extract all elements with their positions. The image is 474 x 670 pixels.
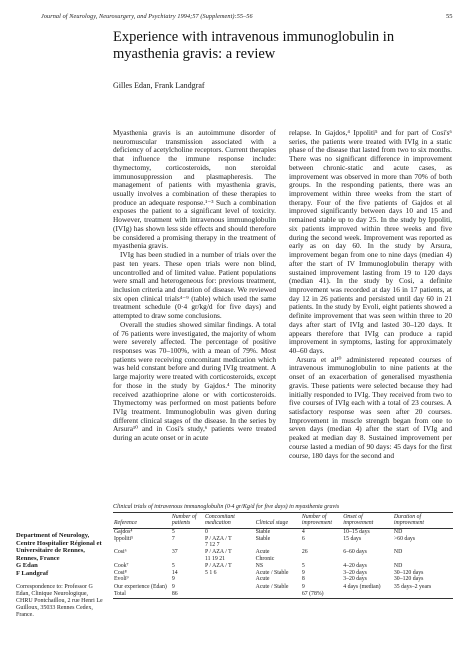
article-title: Experience with intravenous immunoglobulin in myasthenia gravis: a review [113, 29, 395, 62]
table-cell: 4–20 days 3–20 days 3–20 days [343, 563, 367, 583]
table-cell: Acute Chronic [255, 549, 275, 563]
table-cell: P / AZA / T 11 19 21 [204, 549, 232, 563]
table-cell [393, 591, 453, 599]
table-cell: Cook⁷ Cosi⁸ Evoli⁹ [114, 563, 129, 583]
table-cell: 37 [171, 549, 178, 556]
author-name: F Landgraf [16, 569, 49, 577]
table-cell [204, 591, 255, 599]
table-row [113, 591, 453, 599]
table-cell: Stable Stable [255, 529, 271, 542]
table-cell [204, 583, 255, 590]
correspondence: Correspondence to: Professor G Edan, Clinique Neurologique, CHRU Pontchaillou, 2 rue Henri Le Guilloux, 35033 Rennes Cedex, France. [16, 583, 103, 618]
col-header: Number of improvement [301, 513, 342, 529]
author-name: G Edan [16, 562, 38, 570]
paragraph: Overall the studies showed similar findings. A total of 76 patients were investigated, the majority of whom were severely affected. The percentage of positive responses was 70–100%, with a mean of 79%. Most patients were receiving concomitant medication which was held constant before and during IVIg treatment. A large majority were treated with corticosteroids, except for those in the study by Gajdos.⁴ The minority received azathioprine alone or with corticosteroids. Thymectomy was performed on most patients before IVIg treatment. Immunoglobulin was given during different clinical stages of the disease. In the series by Arsura¹⁰ and in Cosi's study,⁶ patients were treated during an acute onset or in acute [113, 319, 276, 443]
table-row [113, 563, 453, 583]
table-cell: Our experience (Edan) [114, 583, 167, 590]
table-row [113, 528, 453, 549]
author-affiliation [16, 532, 106, 619]
table-cell: 5 9 8 [301, 563, 305, 583]
table-cell: 4 6 [301, 529, 305, 542]
table-row [113, 583, 453, 590]
department: Department of Neurology, Centre Hospitalier Régional et Universitaire de Rennes, Rennes, France [16, 532, 102, 562]
table-cell: ND [393, 549, 403, 556]
table-cell: P / AZA / T 5 1 6 [204, 563, 232, 576]
col-header: Concomitant medication [204, 513, 255, 529]
table-cell: 0 P / AZA / T 7 12 7 [204, 529, 232, 549]
table-cell: NS Acute / Stable Acute [255, 563, 289, 583]
table-cell: 4 days (median) [343, 583, 381, 590]
table-cell: 86 [171, 591, 204, 599]
table-row [113, 549, 453, 563]
page-number: 55 [446, 13, 453, 20]
col-header: Reference [113, 513, 171, 529]
table-cell: Cosi⁶ [114, 549, 127, 556]
table-cell: Acute / Stable [255, 583, 289, 590]
article-authors: Gilles Edan, Frank Landgraf [113, 81, 205, 90]
col-header: Number of patients [171, 513, 204, 529]
table-cell: 9 [301, 583, 305, 590]
table-cell: 67 (78%) [301, 591, 342, 599]
table-cell [255, 591, 301, 599]
table-cell: Gajdos⁴ Ippoliti⁵ [114, 529, 134, 542]
col-header: Onset of improvement [342, 513, 393, 529]
right-column [289, 129, 452, 460]
table-cell: ND 30–120 days 30–120 days [393, 563, 424, 583]
table-cell: Total [113, 591, 171, 599]
table-caption: Clinical trials of intravenous immunoglobulin (0·4 gr/Kg/d for five days) in myasthenia gravis [113, 504, 340, 510]
clinical-trials-table [113, 504, 453, 599]
table-cell: 5 7 [171, 529, 175, 542]
paragraph: Myasthenia gravis is an autoimmune disorder of neuromuscular transmission associated with a deficiency of acetylcholine receptors. Current therapies that influence the immune response include: thymectomy, corticosteroids, non steroidal immunosuppression and plasmapheresis. The management of patients with myasthenia gravis, usually involves a combination of these therapies to produce an adequate response.¹⁻³ Such a combination exposes the patient to a significant level of toxicity. However, treatment with intravenous immunoglobulin (IVIg) has shown less side effects and should therefore be considered a promising therapy in the treatment of myasthenia gravis. [113, 128, 276, 251]
table-header-row [113, 513, 453, 529]
col-header: Clinical stage [255, 513, 301, 529]
table-cell: 10–15 days 15 days [343, 529, 370, 542]
left-column [113, 129, 276, 443]
table-cell: ND >60 days [393, 529, 416, 542]
paragraph: relapse. In Gajdos,⁴ Ippoliti⁵ and for part of Cosi's⁶ series, the patients were treated with IVIg in a static phase of the disease that lasted from two to six months. There was no significant difference in improvement between chronic-static and acute cases, as improvement was observed in more than 70% of both groups. In the responding patients, there was an improvement within three weeks from the start of therapy. Four of the five patients of Gajdos et al improved significantly between days 10 and 15 and remained stable up to day 25. In the study by Ippoliti, six patients improved within three weeks and five during the second week. Improvement was reported as early as on day 60. In the study by Arsura, improvement began from one to nine days (median 4) after the start of IV Immunoglobulin therapy with sustained improvement lasting from 19 to 120 days (median 41). In the study by Cosi, a definite improvement was recorded at day 16 in 17 patients, at day 12 in 26 patients and persisted until day 60 in 21 patients. In the study by Evoli, eight patients showed a definite improvement that was seen within three to 20 days after start of IVIg and lasted 30–120 days. It appears therefore that IVIg can produce a rapid improvement in symptoms, lasting for approximately 40–60 days. [289, 128, 452, 355]
table-cell [342, 591, 393, 599]
table-cell: 6–60 days [343, 549, 367, 556]
paragraph: IVIg has been studied in a number of trials over the past ten years. These open trials were non blind, uncontrolled and of limited value. Patient populations were small and heterogeneous for: previous treatment, inclusion criteria and duration of disease. We reviewed six open clinical trials⁴⁻⁹ (table) which used the same treatment schedule (0·4 gr/kg/d for five days) and attempted to draw some conclusions. [113, 250, 276, 321]
journal-citation: Journal of Neurology, Neurosurgery, and Psychiatry 1994;57 (Supplement):55–56 [41, 13, 253, 20]
paragraph: Arsura et al¹⁰ administered repeated courses of intravenous immunoglobulin to nine patients at the onset of an exacerbation of generalised myasthenia gravis. These patients were selected because they had initially responded to IVIg. They received from two to five courses of IVIg each with a total of 23 courses. A satisfactory response was seen after 20 courses. Improvement in muscle strength began from one to seven days (median 4) after the start of IVIg and peaked at median day 8. Sustained improvement per course lasted a median of 90 days: 45 days for the first course, 180 days for the second and [289, 354, 452, 460]
table-cell: 5 14 9 [171, 563, 178, 583]
col-header: Duration of improvement [393, 513, 453, 529]
table [113, 512, 453, 599]
table-cell: 26 [301, 549, 308, 556]
table-cell: 35 days–2 years [393, 583, 432, 590]
table-cell: 9 [171, 583, 175, 590]
